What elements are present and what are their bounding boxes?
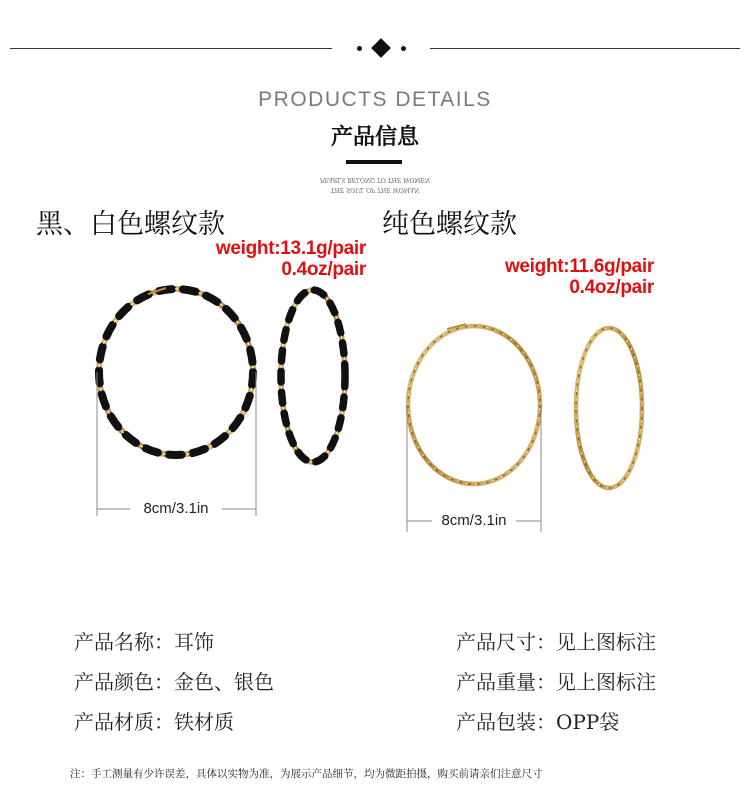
spec-packaging bbox=[456, 706, 619, 735]
spec-value: 铁材质 bbox=[174, 710, 234, 734]
spec-value: OPP袋 bbox=[556, 710, 620, 734]
hoop-gold-side bbox=[576, 328, 642, 488]
spec-weight bbox=[456, 666, 656, 695]
header-title-cn: 产品信息 bbox=[330, 125, 419, 150]
weight-grams: weight:13.1g/pair bbox=[215, 238, 366, 259]
hoop-gold-front bbox=[408, 324, 540, 484]
weight-grams: weight:11.6g/pair bbox=[504, 256, 654, 277]
spec-label: 产品材质： bbox=[74, 710, 174, 734]
header-tagline-line1: PEARLS BELONG TO THE WOMEN bbox=[319, 176, 431, 183]
spec-label: 产品名称： bbox=[74, 630, 174, 654]
variant-title-black-white: 黑、白色螺纹款 bbox=[36, 209, 225, 240]
hoop-black-side bbox=[281, 290, 345, 462]
measurement-note: 注：手工测量有少许误差，具体以实物为准，为展示产品细节，均为微距拍摄，购买前请亲们注意尺寸 bbox=[70, 768, 543, 780]
variant-title-plain: 纯色螺纹款 bbox=[382, 209, 517, 240]
spec-material bbox=[74, 706, 234, 735]
spec-label: 产品包装： bbox=[456, 710, 556, 734]
spec-size bbox=[456, 626, 656, 655]
spec-color bbox=[74, 666, 274, 695]
weight-ounces: 0.4oz/pair bbox=[569, 277, 654, 298]
header-title-en: PRODUCTS DETAILS bbox=[258, 88, 492, 111]
spec-label: 产品颜色： bbox=[74, 670, 174, 694]
weight-ounces: 0.4oz/pair bbox=[281, 259, 366, 280]
spec-value: 耳饰 bbox=[174, 630, 214, 654]
spec-value: 见上图标注 bbox=[556, 670, 656, 694]
dimension-line-black bbox=[97, 372, 256, 516]
dimension-label-black: 8cm/3.1in bbox=[143, 500, 209, 517]
header-tagline-line2: THE SOUL OF THE WOMAN bbox=[330, 186, 420, 193]
spec-name bbox=[74, 626, 214, 655]
spec-value: 金色、银色 bbox=[174, 670, 274, 694]
hoop-black-front bbox=[99, 288, 253, 455]
spec-value: 见上图标注 bbox=[556, 630, 656, 654]
spec-label: 产品尺寸： bbox=[456, 630, 556, 654]
spec-label: 产品重量： bbox=[456, 670, 556, 694]
dimension-label-gold: 8cm/3.1in bbox=[441, 512, 507, 529]
